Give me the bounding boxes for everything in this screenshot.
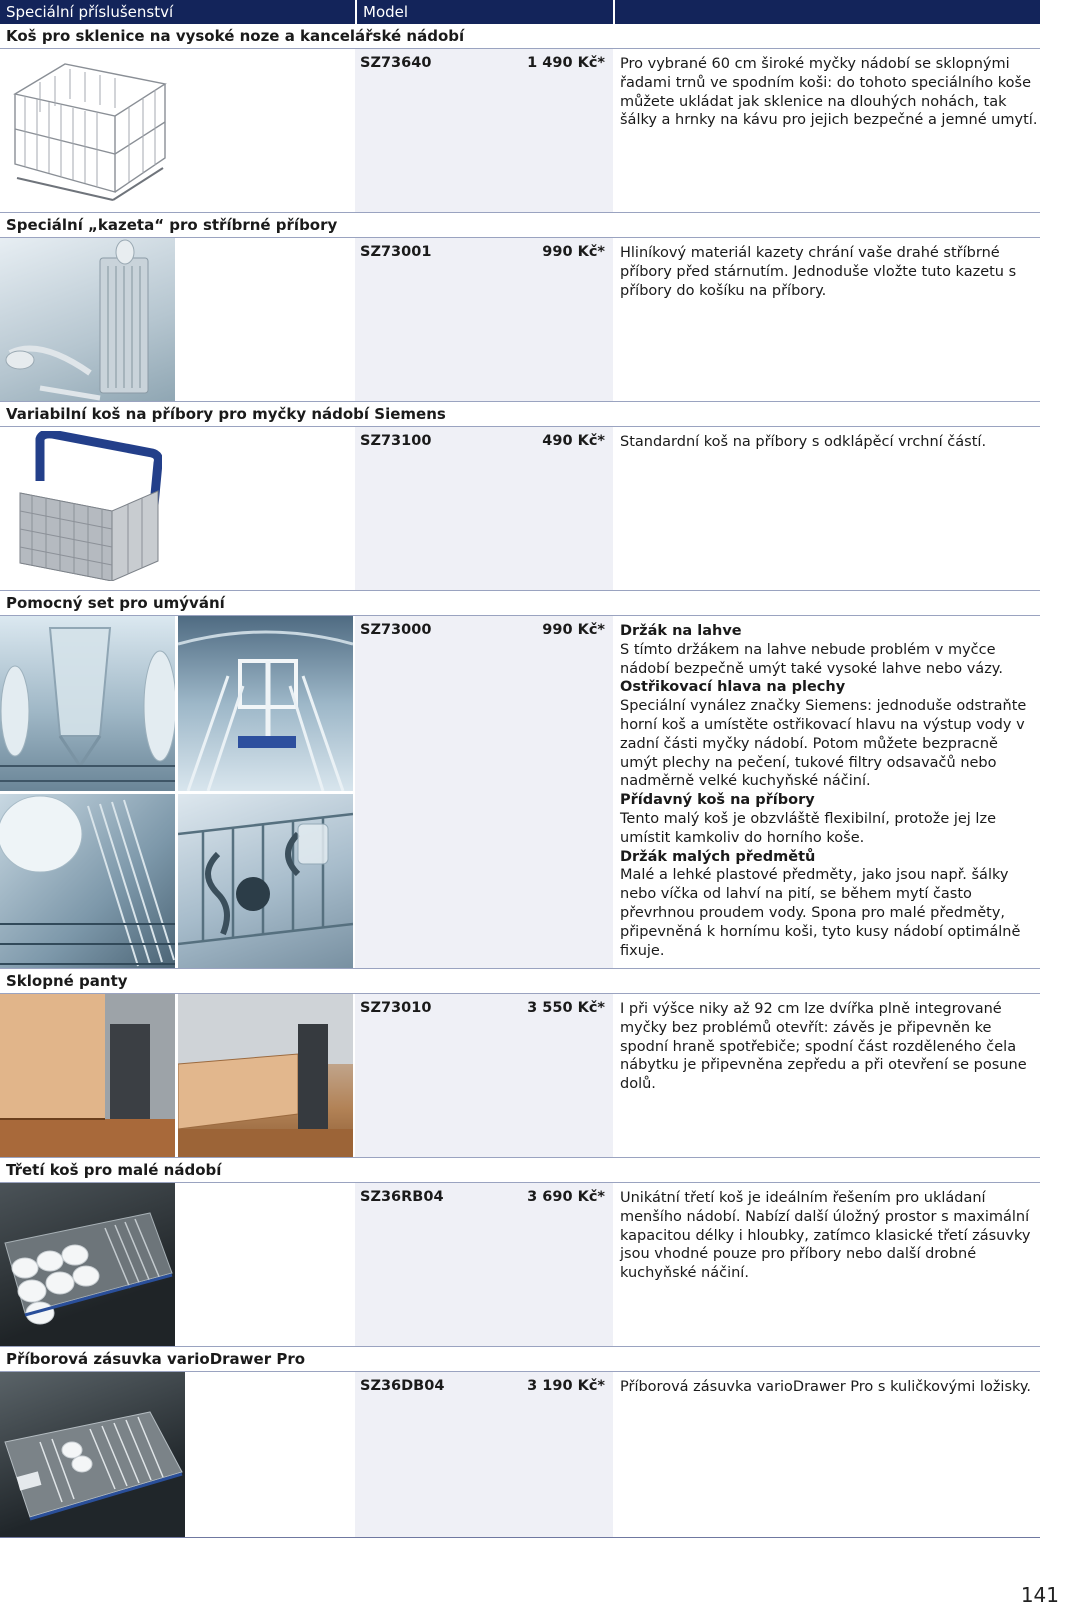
price: 990 Kč* [542,244,605,260]
hinge-open-image [178,994,353,1158]
section-title: Variabilní koš na příbory pro myčky nádobí Siemens [6,405,446,423]
product-section-cutlery-basket [0,402,1040,591]
feature-heading: Ostřikovací hlava na plechy [620,679,846,696]
small-items-holder-image [178,794,353,969]
feature-heading: Držák na lahve [620,623,742,639]
header-accessories: Speciální příslušenství [6,3,174,21]
product-section-glass-basket [0,24,1040,213]
price: 1 490 Kč* [527,55,605,71]
model-number: SZ73100 [360,433,432,449]
product-image-area [0,616,353,969]
section-title: Sklopné panty [6,972,128,990]
silver-cassette-image [0,238,175,402]
price: 3 550 Kč* [527,1000,605,1016]
section-title: Koš pro sklenice na vysoké noze a kancelářské nádobí [6,27,465,45]
price: 3 190 Kč* [527,1378,605,1394]
product-image-area [0,1183,353,1347]
product-description: Pro vybrané 60 cm široké myčky nádobí se sklopnými řadami trnů ve spodním koši: do tohoto speciálního koše můžete ukládat jak sklenice na dlouhých nohách, tak šálky a hrnky na kávu pro jejich bezpečné a jemné umytí. [620,56,1038,129]
product-section-washing-set [0,591,1040,969]
product-description [620,622,1038,960]
model-column [355,238,613,402]
feature-text: Speciální vynález značky Siemens: jednoduše odstraňte horní koš a umístěte ostřikovací hlavu na výstup vody v zadní části myčky nádobí. Potom můžete bezpracně umýt plechy na pečení, tukové filtry odsavačů nebo nadměrně velké kuchyňské náčiní. [620,698,1027,790]
model-column [355,427,613,591]
page-number: 141 [1020,1583,1059,1607]
product-description: Unikátní třetí koš je ideálním řešením pro ukládaní menšího nádobí. Nabízí další úložný prostor s maximální kapacitou délky i hloubky, zatímco klasické třetí zásuvky jsou vhodné pouze pro příbory nebo další drobné kuchyňské náčiní. [620,1190,1031,1282]
feature-text: S tímto držákem na lahve nebude problém v myčce nádobí bezpečně umýt také vysoké lahve nebo vázy. [620,641,1003,677]
section-title: Příborová zásuvka varioDrawer Pro [6,1350,306,1368]
feature-heading: Přídavný koš na příbory [620,792,815,809]
section-title: Speciální „kazeta“ pro stříbrné příbory [6,216,338,234]
model-column [355,616,613,969]
cutlery-basket-image [12,431,162,581]
hinge-closed-image [0,994,175,1158]
bottle-holder-image [0,616,175,791]
feature-text: Tento malý koš je obzvláště flexibilní, protože jej lze umístit kamkoliv do horního koše. [620,810,996,846]
feature-text: Malé a lehké plastové předměty, jako jsou např. šálky nebo víčka od lahví na pití, se během mytí často převrhnou proudem vody. Spona pro malé předměty, připevněná k hornímu koši, tyto kusy nádobí optimálně fixuje. [620,867,1021,959]
model-number: SZ36RB04 [360,1189,444,1205]
header-model: Model [355,0,613,24]
product-section-silver-cassette [0,213,1040,402]
product-description: Standardní koš na příbory s odklápěcí vrchní částí. [620,434,987,450]
product-description: Příborová zásuvka varioDrawer Pro s kuličkovými ložisky. [620,1379,1032,1395]
product-description: Hliníkový materiál kazety chrání vaše drahé stříbrné příbory před stárnutím. Jednoduše vložte tuto kazetu s příbory do košíku na příbory. [620,245,1017,299]
product-image-area [0,49,353,213]
model-number: SZ73001 [360,244,432,260]
product-image-area [0,1372,353,1538]
model-number: SZ73010 [360,1000,432,1016]
spray-head-image [178,616,353,791]
price: 490 Kč* [542,433,605,449]
model-column [355,994,613,1158]
model-number: SZ73640 [360,55,432,71]
model-number: SZ73000 [360,622,432,638]
third-basket-image [0,1183,175,1347]
product-image-area [0,994,353,1158]
price: 990 Kč* [542,622,605,638]
model-column [355,49,613,213]
table-bottom-rule [0,1537,1040,1538]
table-header [0,0,1040,24]
price: 3 690 Kč* [527,1189,605,1205]
product-section-hinges [0,969,1040,1158]
feature-heading: Držák malých předmětů [620,848,816,865]
product-image-area [0,238,353,402]
variodrawer-image [0,1372,185,1538]
extra-cutlery-basket-image [0,794,175,969]
product-description: I při výšce niky až 92 cm lze dvířka plně integrované myčky bez problémů otevřít: závěs je připevněn ke spodní hraně spotřebiče; spodní část rozděleného čela nábytku je připevněna zepředu a při otevření se posune dolů. [620,1001,1027,1093]
product-section-variodrawer [0,1347,1040,1538]
product-section-third-basket [0,1158,1040,1347]
glass-basket-image [5,54,170,204]
section-title: Pomocný set pro umývání [6,594,225,612]
model-number: SZ36DB04 [360,1378,445,1394]
header-description [613,0,1040,24]
model-column [355,1183,613,1347]
product-image-area [0,427,353,591]
model-column [355,1372,613,1538]
section-title: Třetí koš pro malé nádobí [6,1161,222,1179]
